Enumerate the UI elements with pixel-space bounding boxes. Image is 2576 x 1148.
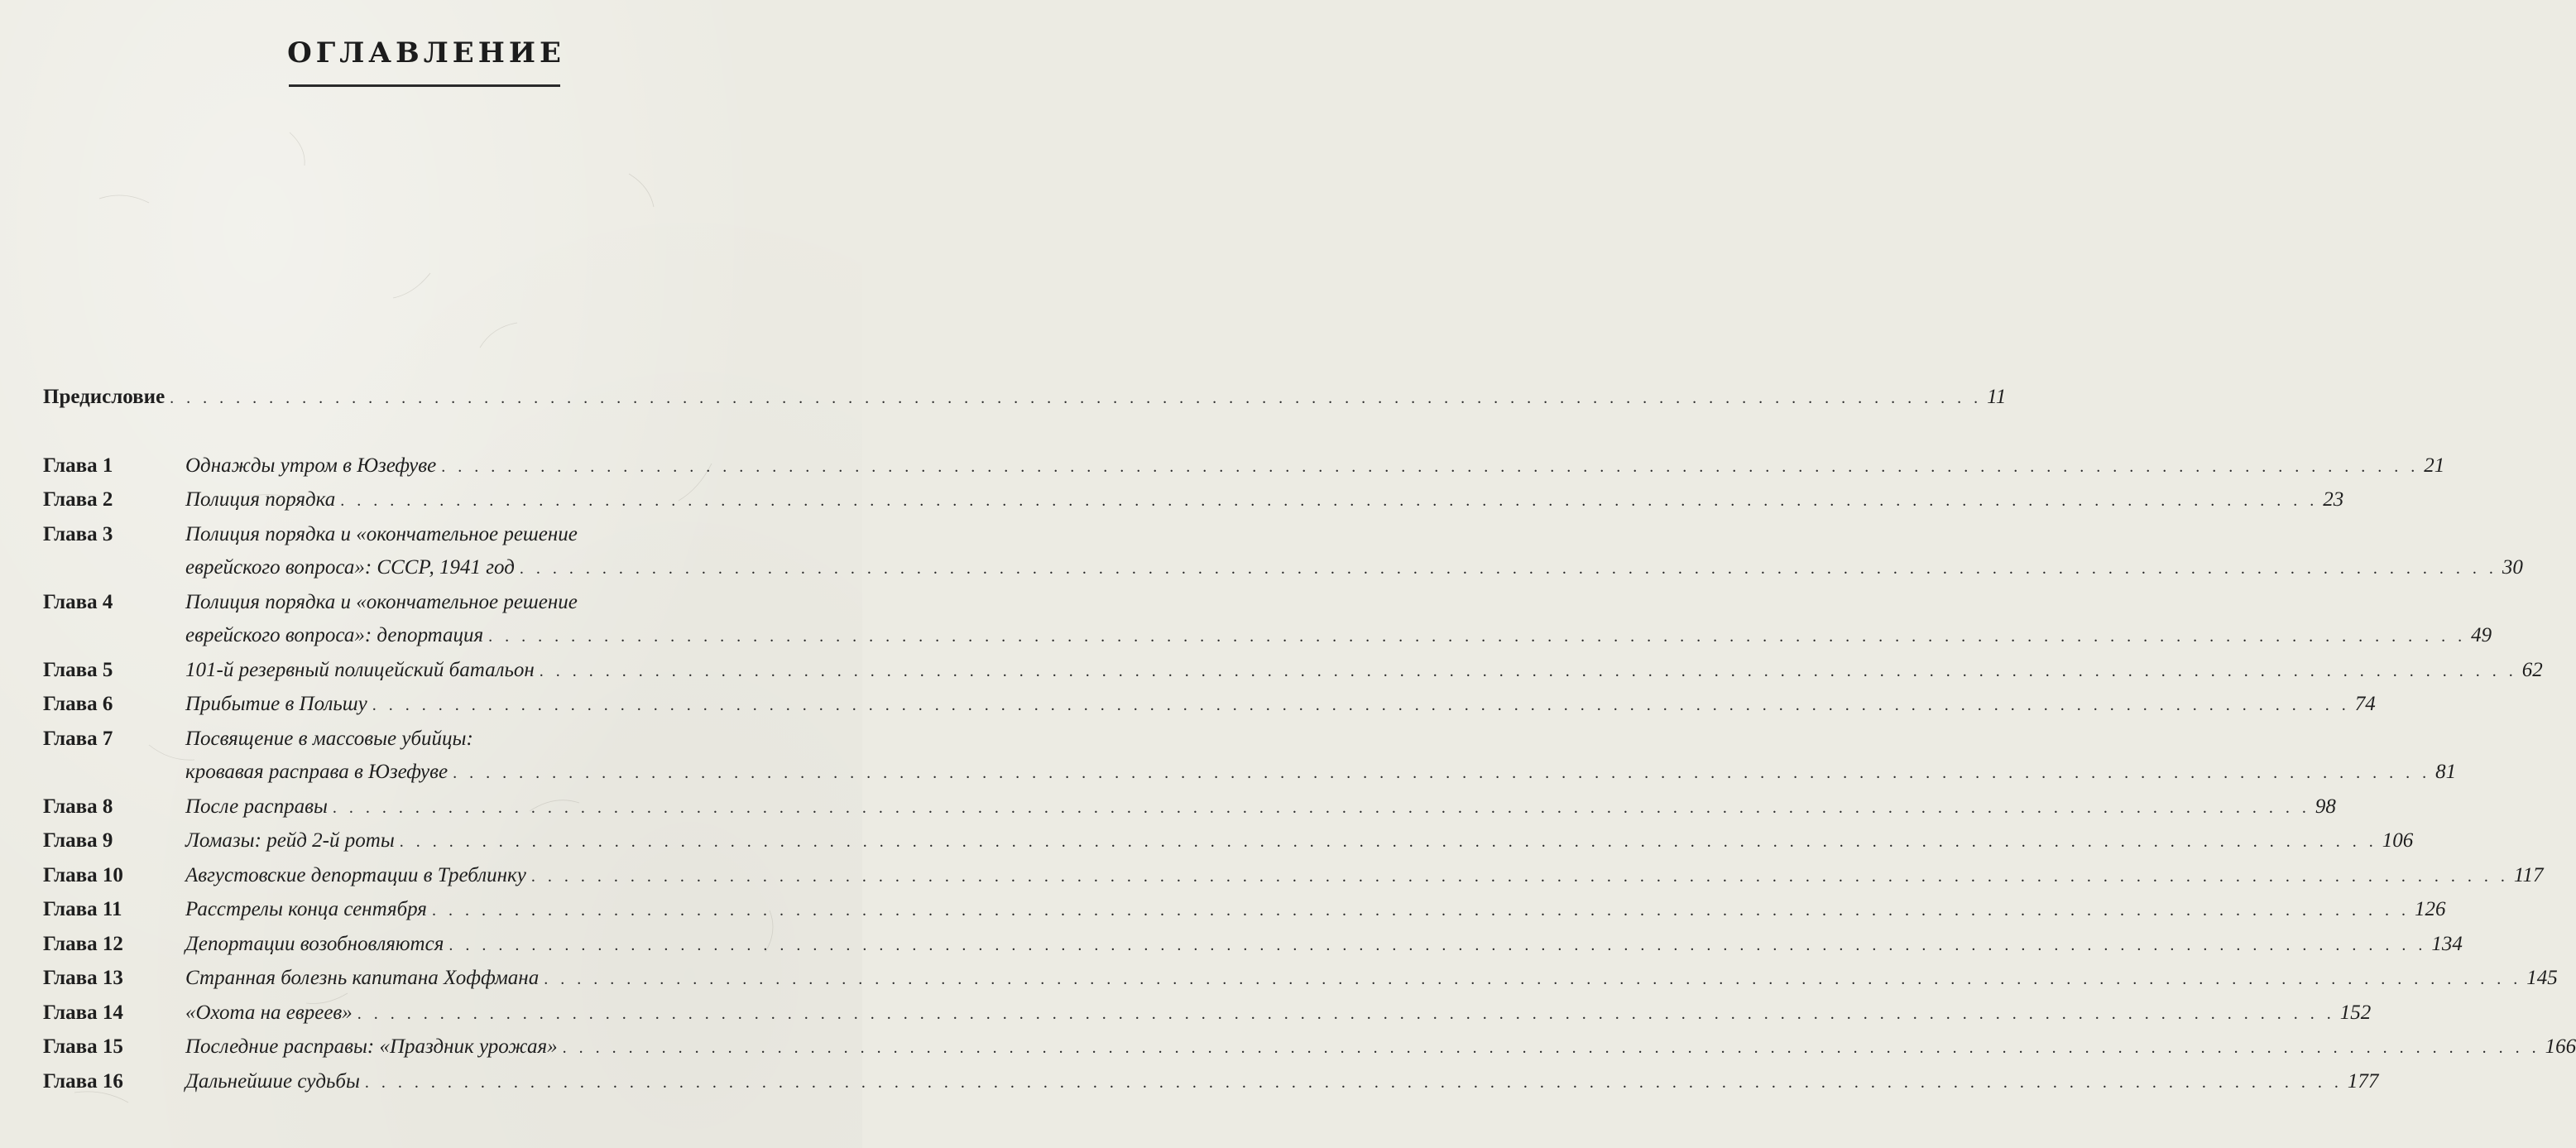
page-number: 74 <box>2354 693 2376 715</box>
dot-leader: . . . . . . . . . . . . . . . . . . . . . . . . . . . . . . . . . . . . . . . . . . . . . . . . . . . . . . . . . . . . . . . . . . . . . . . . . . . . . . . . . . . . . . . . . . . . . . . . . . . . . . . . . . . . . . . . . . . . . . . . <box>441 457 2420 476</box>
dot-leader: . . . . . . . . . . . . . . . . . . . . . . . . . . . . . . . . . . . . . . . . . . . . . . . . . . . . . . . . . . . . . . . . . . . . . . . . . . . . . . . . . . . . . . . . . . . . . . . . . . . . . . . . . . . . . . . . . . . . . . . . <box>431 901 2410 920</box>
page-number: 152 <box>2339 1001 2372 1024</box>
dot-leader: . . . . . . . . . . . . . . . . . . . . . . . . . . . . . . . . . . . . . . . . . . . . . . . . . . . . . . . . . . . . . . . . . . . . . . . . . . . . . . . . . . . . . . . . . . . . . . . . . . . . . . . . . . . . . . . . . . . . . . . . <box>544 970 2522 988</box>
toc-entry <box>185 518 2523 586</box>
chapter-title: 101-й резервный полицейский батальон <box>185 658 535 681</box>
toc-entry <box>185 893 2446 928</box>
chapter-title-line-1: Полиция порядка и «окончательное решение <box>185 522 578 545</box>
page-number: 23 <box>2323 488 2344 511</box>
toc-line <box>185 928 2463 963</box>
toc-entry <box>185 688 2376 723</box>
toc-line <box>185 483 2344 518</box>
toc-line <box>185 756 2457 790</box>
chapter-label: Глава 7 <box>43 727 113 750</box>
chapter-title: Ломазы: рейд 2-й роты <box>185 829 395 852</box>
dot-leader: . . . . . . . . . . . . . . . . . . . . . . . . . . . . . . . . . . . . . . . . . . . . . . . . . . . . . . . . . . . . . . . . . . . . . . . . . . . . . . . . . . . . . . . . . . . . . . . . . . . . . . . . . . . . . . . . . . . . . . . . <box>332 798 2310 817</box>
page-number: 11 <box>1987 386 2007 408</box>
toc-entry <box>185 928 2463 963</box>
chapter-title: Депортации возобновляются <box>185 932 444 955</box>
toc-chapter-2[interactable] <box>43 483 2344 518</box>
chapter-title: Дальнейшие судьбы <box>185 1069 360 1093</box>
chapter-title: Странная болезнь капитана Хоффмана <box>185 967 540 989</box>
chapter-label: Глава 10 <box>43 863 123 886</box>
chapter-title-line-1: Полиция порядка и «окончательное решение <box>185 590 578 613</box>
dot-leader: . . . . . . . . . . . . . . . . . . . . . . . . . . . . . . . . . . . . . . . . . . . . . . . . . . . . . . . . . . . . . . . . . . . . . . . . . . . . . . . . . . . . . . . . . . . . . . . . . . . . . . . . . . . . . . . . . . . . . . . . <box>399 833 2377 851</box>
toc-line <box>185 859 2544 894</box>
toc-entry <box>185 723 2457 790</box>
chapter-title: Прибытие в Польшу <box>185 693 367 715</box>
page-number: 117 <box>2513 863 2544 886</box>
toc-chapter-5[interactable] <box>43 654 2543 689</box>
chapter-title: Последние расправы: «Праздник урожая» <box>185 1035 558 1058</box>
toc-chapter-3[interactable] <box>43 518 2523 586</box>
toc-entry <box>185 586 2492 654</box>
toc-chapter-16[interactable] <box>43 1065 2379 1100</box>
chapter-title-line-1: Посвящение в массовые убийцы: <box>185 727 473 750</box>
toc-entry <box>185 654 2543 689</box>
toc-entry <box>185 1030 2576 1065</box>
chapter-label: Глава 11 <box>43 898 122 920</box>
dot-leader: . . . . . . . . . . . . . . . . . . . . . . . . . . . . . . . . . . . . . . . . . . . . . . . . . . . . . . . . . . . . . . . . . . . . . . . . . . . . . . . . . . . . . . . . . . . . . . . . . . . . . . . . . . . . . . . . . . . . . . . . <box>562 1039 2540 1057</box>
toc-chapter-15[interactable] <box>43 1030 2576 1065</box>
page-number: 126 <box>2414 898 2446 920</box>
toc-line <box>43 381 2007 415</box>
toc-line <box>185 619 2492 654</box>
chapter-label: Глава 8 <box>43 795 113 818</box>
page-title: ОГЛАВЛЕНИЕ <box>287 36 565 70</box>
chapter-title: еврейского вопроса»: депортация <box>185 624 484 646</box>
chapter-label: Глава 1 <box>43 454 113 477</box>
chapter-title: Полиция порядка <box>185 488 336 511</box>
chapter-list <box>43 449 2576 1100</box>
toc-line <box>185 1065 2379 1100</box>
toc-line <box>185 790 2336 825</box>
dot-leader: . . . . . . . . . . . . . . . . . . . . . . . . . . . . . . . . . . . . . . . . . . . . . . . . . . . . . . . . . . . . . . . . . . . . . . . . . . . . . . . . . . . . . . . . . . . . . . . . . . . . . . . . . . . . . . . . . . . . . . . . <box>357 1004 2335 1023</box>
toc-entry <box>185 824 2414 859</box>
toc-line <box>185 997 2372 1031</box>
toc-chapter-8[interactable] <box>43 790 2336 825</box>
toc-preface[interactable] <box>43 381 2007 415</box>
page-number: 98 <box>2315 795 2336 818</box>
toc-line <box>185 551 2523 586</box>
dot-leader: . . . . . . . . . . . . . . . . . . . . . . . . . . . . . . . . . . . . . . . . . . . . . . . . . . . . . . . . . . . . . . . . . . . . . . . . . . . . . . . . . . . . . . . . . . . . . . . . . . . . . . . . . . . . . . . . . . . . . . . . <box>453 764 2431 782</box>
page-number: 30 <box>2502 556 2523 579</box>
toc-line <box>185 824 2414 859</box>
toc-chapter-1[interactable] <box>43 449 2445 484</box>
toc-entry <box>185 483 2344 518</box>
title-underline <box>289 84 560 87</box>
toc-entry <box>185 790 2336 825</box>
page-number: 177 <box>2347 1069 2379 1093</box>
chapter-label: Глава 16 <box>43 1069 123 1093</box>
chapter-label: Глава 6 <box>43 693 113 715</box>
chapter-title: Расстрелы конца сентября <box>185 898 427 920</box>
toc-chapter-14[interactable] <box>43 997 2372 1031</box>
toc-entry <box>185 449 2445 484</box>
chapter-label: Глава 9 <box>43 829 113 852</box>
chapter-label: Глава 3 <box>43 522 113 545</box>
chapter-title: После расправы <box>185 795 328 818</box>
toc-line <box>185 449 2445 484</box>
page-number: 49 <box>2471 624 2492 646</box>
dot-leader: . . . . . . . . . . . . . . . . . . . . . . . . . . . . . . . . . . . . . . . . . . . . . . . . . . . . . . . . . . . . . . . . . . . . . . . . . . . . . . . . . . . . . . . . . . . . . . . . . . . . . . . . . . . . . . . . . . . . . . . . <box>488 627 2467 646</box>
toc-entry <box>43 381 2007 415</box>
page-number: 62 <box>2521 658 2543 681</box>
chapter-label: Глава 2 <box>43 488 113 511</box>
toc-chapter-9[interactable] <box>43 824 2414 859</box>
page-number: 106 <box>2382 829 2414 852</box>
chapter-label: Глава 15 <box>43 1035 123 1058</box>
chapter-title: «Охота на евреев» <box>185 1001 353 1024</box>
toc-entry <box>185 1065 2379 1100</box>
toc-chapter-12[interactable] <box>43 928 2463 963</box>
chapter-label: Глава 13 <box>43 967 123 989</box>
chapter-label: Глава 4 <box>43 590 113 613</box>
page-number: 145 <box>2526 967 2558 989</box>
table-of-contents <box>43 381 2576 1099</box>
toc-chapter-13[interactable] <box>43 962 2558 997</box>
toc-line <box>185 962 2558 997</box>
chapter-label: Глава 5 <box>43 658 113 681</box>
chapter-title: Августовские депортации в Треблинку <box>185 863 526 886</box>
toc-chapter-11[interactable] <box>43 893 2446 928</box>
toc-chapter-4[interactable] <box>43 586 2492 654</box>
dot-leader: . . . . . . . . . . . . . . . . . . . . . . . . . . . . . . . . . . . . . . . . . . . . . . . . . . . . . . . . . . . . . . . . . . . . . . . . . . . . . . . . . . . . . . . . . . . . . . . . . . . . . . . . . . . . . . . . . . . . . . . . <box>449 935 2427 954</box>
toc-entry <box>185 997 2372 1031</box>
chapter-label: Глава 14 <box>43 1001 123 1024</box>
toc-entry <box>185 962 2558 997</box>
toc-chapter-10[interactable] <box>43 859 2544 894</box>
dot-leader: . . . . . . . . . . . . . . . . . . . . . . . . . . . . . . . . . . . . . . . . . . . . . . . . . . . . . . . . . . . . . . . . . . . . . . . . . . . . . . . . . . . . . . . . . . . . . . . . . . . . . . . . . . . . . . . . . . . . . . . . <box>340 492 2319 510</box>
toc-chapter-7[interactable] <box>43 723 2457 790</box>
page-number: 21 <box>2424 454 2445 477</box>
toc-line <box>185 1030 2576 1065</box>
toc-chapter-6[interactable] <box>43 688 2376 723</box>
dot-leader: . . . . . . . . . . . . . . . . . . . . . . . . . . . . . . . . . . . . . . . . . . . . . . . . . . . . . . . . . . . . . . . . . . . . . . . . . . . . . . . . . . . . . . . . . . . . . . . . . . . . . . . . . . . . . . . . . . . . . . . . <box>364 1073 2343 1092</box>
dot-leader: . . . . . . . . . . . . . . . . . . . . . . . . . . . . . . . . . . . . . . . . . . . . . . . . . . . . . . . . . . . . . . . . . . . . . . . . . . . . . . . . . . . . . . . . . . . . . . . . . . . . . . . . . . . . . . . . . . . . . . . . <box>519 560 2497 578</box>
page-number: 134 <box>2431 932 2463 955</box>
dot-leader: . . . . . . . . . . . . . . . . . . . . . . . . . . . . . . . . . . . . . . . . . . . . . . . . . . . . . . . . . . . . . . . . . . . . . . . . . . . . . . . . . . . . . . . . . . . . . . . . . . . . . . . . . . . . . . . . . . . . . . . . <box>539 661 2517 680</box>
toc-line <box>185 654 2543 689</box>
page-number: 81 <box>2435 761 2457 783</box>
toc-line <box>185 688 2376 723</box>
chapter-label: Глава 12 <box>43 932 123 955</box>
preface-title: Предисловие <box>43 386 165 408</box>
dot-leader: . . . . . . . . . . . . . . . . . . . . . . . . . . . . . . . . . . . . . . . . . . . . . . . . . . . . . . . . . . . . . . . . . . . . . . . . . . . . . . . . . . . . . . . . . . . . . . . . . . . . . . . . . . . . . . . . . . . . . . . . <box>372 696 2350 714</box>
chapter-title: еврейского вопроса»: СССР, 1941 год <box>185 556 515 579</box>
page-number: 166 <box>2545 1035 2576 1058</box>
dot-leader: . . . . . . . . . . . . . . . . . . . . . . . . . . . . . . . . . . . . . . . . . . . . . . . . . . . . . . . . . . . . . . . . . . . . . . . . . . . . . . . . . . . . . . . . . . . . . . . . . . . . . . . . . . . . . . . . . . . . . . . . <box>530 867 2509 886</box>
toc-entry <box>185 859 2544 894</box>
chapter-title: Однажды утром в Юзефуве <box>185 454 437 477</box>
dot-leader: . . . . . . . . . . . . . . . . . . . . . . . . . . . . . . . . . . . . . . . . . . . . . . . . . . . . . . . . . . . . . . . . . . . . . . . . . . . . . . . . . . . . . . . . . . . . . . . . . . . . . . . . . . . . . . <box>170 389 1983 407</box>
chapter-title: кровавая расправа в Юзефуве <box>185 761 449 783</box>
toc-line <box>185 893 2446 928</box>
